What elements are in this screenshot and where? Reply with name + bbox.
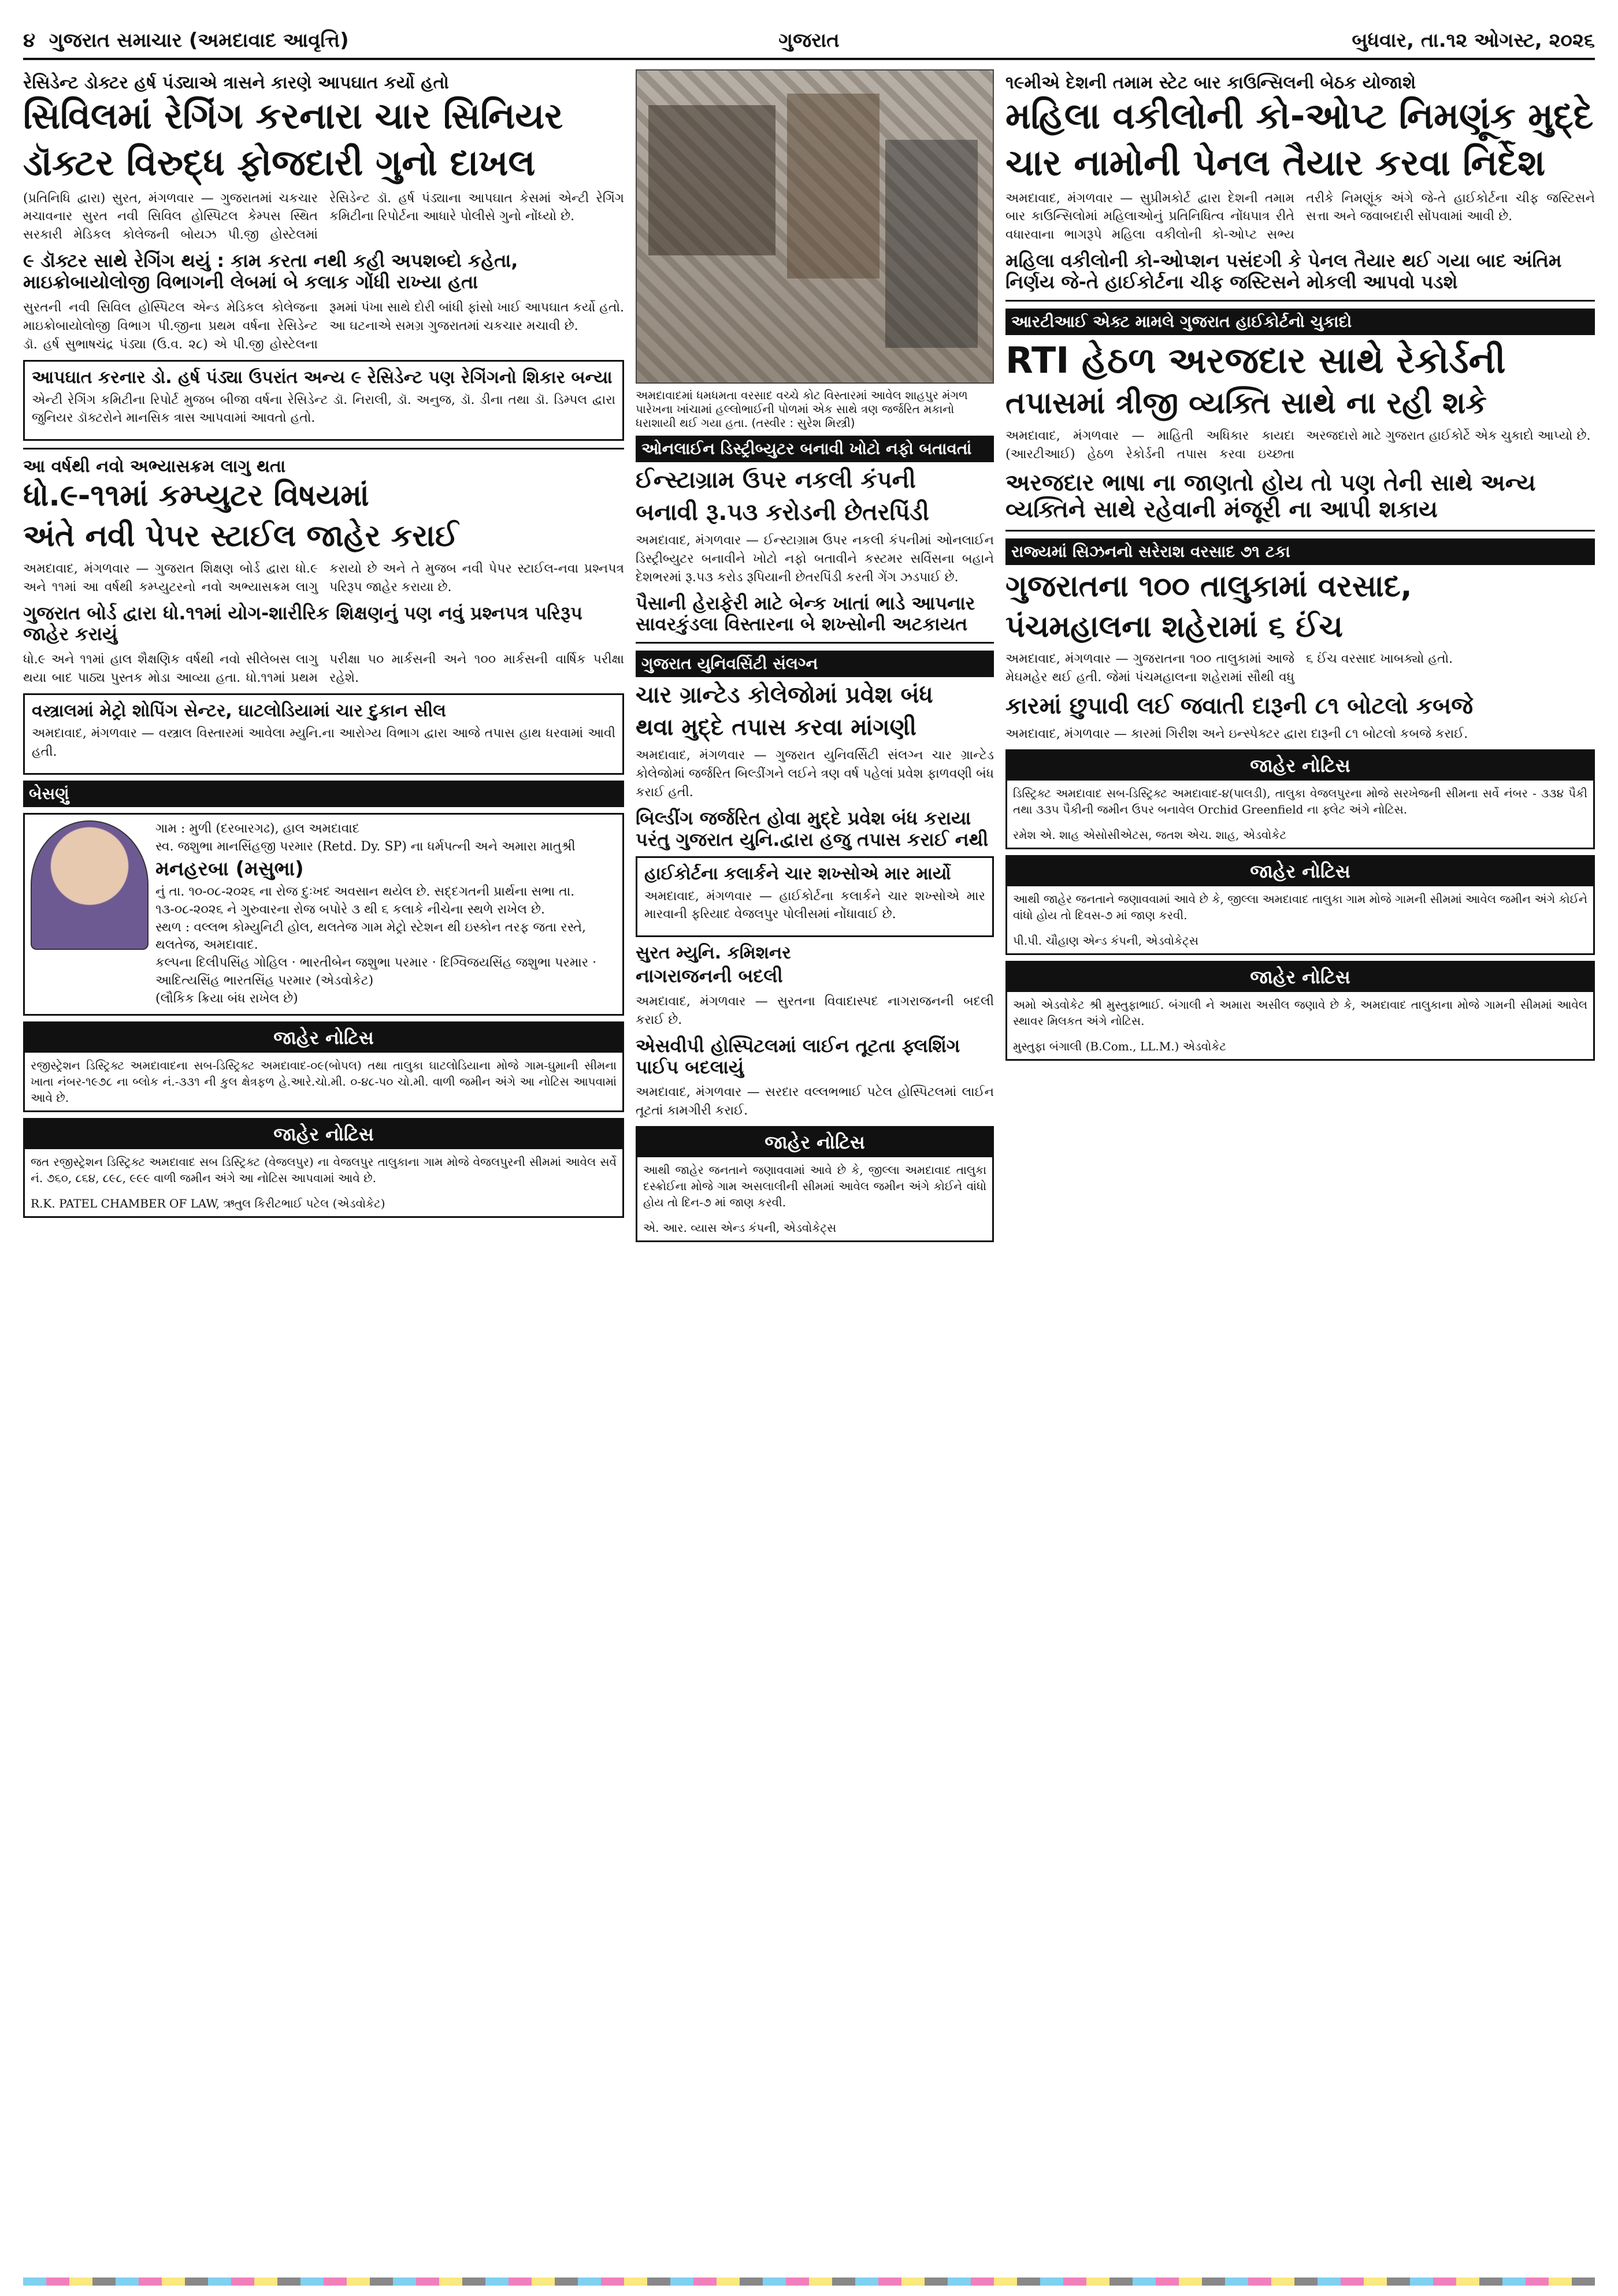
- story4-body: અમદાવાદ, મંગળવાર — કારમાં ગિરીશ અને ઇન્સ્પેક્ટર દ્વારા દારૂની ૮૧ બોટલો કબજે કરાઈ.: [1005, 727, 1468, 742]
- story2-body: અમદાવાદ, મંગળવાર — ગુજરાત શિક્ષણ બોર્ડ દ્વારા ધો.૯ અને ૧૧માં આ વર્ષથી કમ્પ્યુટરનો નવો અભ્યાસક્રમ લાગુ કરાયો છે અને તે મુજબ નવી પેપર સ્ટાઈલ-નવા પ્રશ્નપત્ર પરિરૂપ જાહેર કરાયા છે.: [23, 561, 624, 595]
- story1-kicker: રેસિડેન્ટ ડોક્ટર હર્ષ પંડ્યાએ ત્રાસને કારણે આપઘાત કર્યો હતો: [23, 73, 449, 93]
- obituary-note: (લૌકિક ક્રિયા બંધ રાખેલ છે): [155, 991, 298, 1006]
- story1-kicker: ઓનલાઈન ડિસ્ટ્રીબ્યુટર બનાવી ખોટો નફો બતાવતાં: [636, 436, 994, 462]
- story2-kicker: ગુજરાત યુનિવર્સિટી સંલગ્ન: [636, 651, 994, 677]
- story1-body: અમદાવાદ, મંગળવાર — સુપ્રીમકોર્ટ દ્વારા દેશની તમામ બાર કાઉન્સિલોમાં મહિલાઓનું પ્રતિનિધિત્વ નોંધપાત્ર રીતે વધારવાના ભાગરૂપે મહિલા વકીલોની કો-ઓપ્ટ સભ્ય તરીકે નિમણૂંક અંગે જે-તે હાઈકોર્ટના ચીફ જસ્ટિસને સત્તા અને જવાબદારી સોંપવામાં આવી છે.: [1005, 191, 1595, 243]
- photo-shade: [648, 105, 775, 255]
- story2-headline-line2: તપાસમાં ત્રીજી વ્યક્તિ સાથે ના રહી શકે: [1005, 386, 1487, 421]
- story2-headline-line2: થવા મુદ્દે તપાસ કરવા માંગણી: [636, 714, 916, 741]
- story1-subhead: મહિલા વકીલોની કો-ઓપ્શન પસંદગી કે પેનલ તૈયાર થઈ ગયા બાદ અંતિમ નિર્ણય જે-તે હાઈકોર્ટના ચીફ જસ્ટિસને મોકલી આપવો પડશે: [1005, 250, 1562, 293]
- obituary-info: [155, 820, 617, 1008]
- story2-headline-line1: ધો.૯-૧૧માં કમ્પ્યુટર વિષયમાં: [23, 478, 369, 514]
- notice2-body: જત રજીસ્ટ્રેશન ડિસ્ટ્રિક્ટ અમદાવાદ સબ ડિસ્ટ્રિક્ટ (વેજલપુર) ના વેજલપુર તાલુકાના ગામ મોજે વેજલપુરની સીમમાં આવેલ સર્વે નં. ૭૬૦, ૮૬૪, ૮૯૮, ૯૯૯ વાળી જમીન અંગે આ નોટિસ આપવામાં આવે છે.: [31, 1154, 617, 1185]
- story1-subhead: ૯ ડૉક્ટર સાથે રેગિંગ થયું : કામ કરતા નથી કહી અપશબ્દો કહેતા, માઇક્રોબાયોલોજી વિભાગની લેબમાં બે કલાક ગોંધી રાખ્યા હતા: [23, 250, 518, 293]
- story3-headline: નાગરાજનની બદલી: [636, 965, 783, 987]
- notice1-signature: રમેશ એ. શાહ એસોસીએટસ, જતશ એચ. શાહ, એડવોકેટ: [1013, 828, 1287, 842]
- paper-name: ગુજરાત સમાચાર (અમદાવાદ આવૃત્તિ): [49, 29, 349, 52]
- story2-subhead: ગુજરાત બોર્ડ દ્વારા ધો.૧૧માં યોગ-શારીરિક શિક્ષણનું પણ નવું પ્રશ્નપત્ર પરિરૂપ જાહેર કરાયું: [23, 601, 582, 645]
- notice2-title: જાહેર નોટિસ: [25, 1120, 622, 1149]
- story2-kicker: આરટીઆઈ એક્ટ મામલે ગુજરાત હાઈકોર્ટનો ચુકાદો: [1005, 309, 1595, 335]
- notice3-signature: મુસ્તુફા બંગાલી (B.Com., LL.M.) એડવોકેટ: [1013, 1039, 1227, 1053]
- issue-date: બુધવાર, તા.૧૨ ઓગસ્ટ, ૨૦૨૬: [1352, 29, 1595, 52]
- column-middle: [636, 69, 994, 2273]
- public-notice-4: [1005, 749, 1595, 849]
- notice1-body: રજીસ્ટ્રેશન ડિસ્ટ્રિક્ટ અમદાવાદના સબ-ડિસ્ટ્રિક્ટ અમદાવાદ-૦૯(બોપલ) તથા તાલુકા ઘાટલોડિયાના મોજે ગામ-ઘુમાની સીમના ખાતા નંબર-૧૯૭૮ ના બ્લોક નં.-૩૩૧ ની કુલ ક્ષેત્રફળ હે.આરે.ચો.મી. ૦-૪૮-૫૦ ચો.મી. વાળી જમીન અંગે આ નોટિસ આપવામાં આવે છે.: [31, 1058, 617, 1105]
- obituary-venue: સ્થળ : વલ્લભ કોમ્યુનિટી હોલ, થલતેજ ગામ મેટ્રો સ્ટેશન થી ઇસ્કોન તરફ જતા રસ્તે, થલતેજ, અમદાવાદ.: [155, 920, 587, 953]
- obituary-photo: [31, 820, 149, 950]
- sidebar-box-metro: [23, 693, 624, 775]
- obituary-place: ગામ : મુળી (દરબારગઢ), હાલ અમદાવાદ: [155, 821, 360, 836]
- public-notice-1: [23, 1021, 624, 1112]
- divider: [23, 448, 624, 449]
- notice3-body: અમો એડવોકેટ શ્રી મુસ્તુફાભાઈ. બંગાલી ને અમારા અસીલ જણાવે છે કે, અમદાવાદ તાલુકાના મોજે ગામની સીમમાં આવેલ સ્થાવર મિલકત અંગે નોટિસ.: [1013, 998, 1587, 1028]
- story4-body: અમદાવાદ, મંગળવાર — સરદાર વલ્લભભાઈ પટેલ હોસ્પિટલમાં લાઈન તૂટતાં કામગીરી કરાઈ.: [636, 1085, 994, 1119]
- notice-body: આથી જાહેર જનતાને જણાવવામાં આવે છે કે, જીલ્લા અમદાવાદ તાલુકા દસ્ક્રોઈના મોજે ગામ અસલાલીની સીમમાં આવેલ જમીન અંગે કોઈને વાંધો હોય તો દિન-૭ માં જાણ કરવી.: [643, 1163, 986, 1210]
- story1-headline-line2: ડૉક્ટર વિરુદ્ધ ફોજદારી ગુનો દાખલ: [23, 142, 536, 184]
- notice-title: જાહેર નોટિસ: [637, 1128, 992, 1157]
- story1-kicker: ૧૯મીએ દેશની તમામ સ્ટેટ બાર કાઉન્સિલની બેઠક યોજાશે: [1005, 73, 1416, 93]
- public-notice-2: [23, 1118, 624, 1218]
- story1-subhead: પૈસાની હેરાફેરી માટે બેન્ક ખાતાં ભાડે આપનાર સાવરકુંડલા વિસ્તારના બે શખ્સોની અટકાયત: [636, 592, 975, 636]
- public-notice-5: [1005, 855, 1595, 955]
- photo-shade: [885, 140, 978, 348]
- story3-kicker: સુરત મ્યુનિ. કમિશનર: [636, 943, 791, 964]
- story2-body: અમદાવાદ, મંગળવાર — ગુજરાત યુનિવર્સિટી સંલગ્ન ચાર ગ્રાન્ટેડ કોલેજોમાં જર્જરિત બિલ્ડીંગને લઈને ત્રણ વર્ષ પહેલાં પ્રવેશ ફાળવણી બંધ કરાઈ હતી.: [636, 748, 994, 800]
- notice3-title: જાહેર નોટિસ: [1007, 963, 1593, 992]
- obituary: [23, 813, 624, 1016]
- box2-title: વસ્ત્રાલમાં મેટ્રો શોપિંગ સેન્ટર, ઘાટલોડિયામાં ચાર દુકાન સીલ: [32, 701, 446, 722]
- story1-body: (પ્રતિનિધિ દ્વારા) સુરત, મંગળવાર — ગુજરાતમાં ચકચાર મચાવનાર સુરત નવી સિવિલ હોસ્પિટલ કેમ્પસ સ્થિત સરકારી મેડિકલ કોલેજની બોયઝ પી.જી હોસ્ટેલમાં રેસિડેન્ટ ડૉ. હર્ષ પંડ્યાના આપઘાત કેસમાં એન્ટી રેગિંગ કમિટીના રિપોર્ટના આધારે પોલીસે ગુનો નોંધ્યો છે.: [23, 191, 624, 243]
- notice2-body: આથી જાહેર જનતાને જણાવવામાં આવે છે કે, જીલ્લા અમદાવાદ તાલુકા ગામ મોજે ગામની સીમમાં આવેલ જમીન અંગે કોઈને વાંધો હોય તો દિવસ-૭ માં જાણ કરવી.: [1013, 892, 1587, 922]
- story1-headline-line1: સિવિલમાં રેગિંગ કરનારા ચાર સિનિયર: [23, 95, 563, 137]
- page-number: ૪: [23, 29, 36, 52]
- notice2-signature: R.K. PATEL CHAMBER OF LAW, ઋતુલ કિરીટભાઈ પટેલ (એડવોકેટ): [31, 1196, 385, 1210]
- obituary-section-title: બેસણું: [23, 781, 624, 807]
- notice-signature: એ. આર. વ્યાસ એન્ડ કંપની, એડવોકેટ્સ: [643, 1221, 837, 1235]
- story3-kicker: રાજ્યમાં સિઝનનો સરેરાશ વરસાદ ૭૧ ટકા: [1005, 538, 1595, 565]
- sidebar-box-clerk: [636, 856, 994, 938]
- story2-headline-line2: અંતે નવી પેપર સ્ટાઈલ જાહેર કરાઈ: [23, 519, 459, 554]
- divider: [636, 642, 994, 644]
- obituary-relation: સ્વ. જશુભા માનસિંહજી પરમાર (Retd. Dy. SP) ના ધર્મપત્ની અને અમારા માતુશ્રી: [155, 839, 576, 854]
- box1-title: આપઘાત કરનાર ડો. હર્ષ પંડ્યા ઉપરાંત અન્ય ૯ રેસિડેન્ટ પણ રેગિંગનો શિકાર બન્યા: [32, 367, 613, 388]
- notice1-title: જાહેર નોટિસ: [25, 1023, 622, 1053]
- story1-body2: સુરતની નવી સિવિલ હોસ્પિટલ એન્ડ મેડિકલ કોલેજના માઇક્રોબાયોલોજી વિભાગ પી.જીના પ્રથમ વર્ષના રેસિડેન્ટ ડૉ. હર્ષ સુભાષચંદ્ર પંડ્યા (ઉ.વ. ૨૮) એ પી.જી હોસ્ટેલના રૂમમાં પંખા સાથે દોરી બાંધી ફાંસો ખાઈ આપઘાત કર્યો હતો. આ ઘટનાએ સમગ્ર ગુજરાતમાં ચકચાર મચાવી છે.: [23, 300, 624, 352]
- divider: [1005, 530, 1595, 532]
- obituary-details: નું તા. ૧૦-૦૮-૨૦૨૬ ના રોજ દુઃખદ અવસાન થયેલ છે. સદ્દગતની પ્રાર્થના સભા તા. ૧૩-૦૮-૨૦૨૬ ને ગુરુવારના રોજ બપોરે ૩ થી ૬ કલાકે નીચેના સ્થળે રાખેલ છે.: [155, 885, 575, 917]
- story4-headline: એસવીપી હોસ્પિટલમાં લાઈન તૂટતા ફ્લશિંગ પાઈપ બદલાયું: [636, 1034, 960, 1078]
- story3-headline-line2: પંચમહાલના શહેરામાં ૬ ઈંચ: [1005, 609, 1343, 644]
- photo-caption: અમદાવાદમાં ધમધમતા વરસાદ વચ્ચે કોટ વિસ્તારમાં આવેલ શાહપુર મંગળ પારેખના ખાંચામાં હલ્લોભાઈની પોળમાં એક સાથે ત્રણ જર્જરિત મકાનો ધરાશાયી થઈ ગયા હતા. (તસ્વીર : સુરેશ મિસ્ત્રી): [636, 388, 968, 430]
- story2-subhead: અરજદાર ભાષા ના જાણતો હોય તો પણ તેની સાથે અન્ય વ્યક્તિને સાથે રહેવાની મંજૂરી ના આપી શકાય: [1005, 469, 1536, 523]
- box2-body: અમદાવાદ, મંગળવાર — વસ્ત્રાલ વિસ્તારમાં આવેલા મ્યુનિ.ના આરોગ્ય વિભાગ દ્વારા આજે તપાસ હાથ ધરવામાં આવી હતી.: [32, 726, 615, 759]
- story2-body: અમદાવાદ, મંગળવાર — માહિતી અધિકાર કાયદા (આરટીઆઈ) હેઠળ રેકોર્ડની તપાસ કરવા ઇચ્છતા અરજદારો માટે ગુજરાત હાઈકોર્ટે એક ચુકાદો આપ્યો છે.: [1005, 428, 1591, 462]
- masthead: [23, 23, 1595, 60]
- story3-headline-line1: ગુજરાતના ૧૦૦ તાલુકામાં વરસાદ,: [1005, 569, 1412, 604]
- divider: [1005, 300, 1595, 302]
- print-registration-bar: [23, 2278, 1595, 2286]
- public-notice-6: [1005, 961, 1595, 1061]
- photo-shade: [787, 94, 879, 278]
- story1-body: અમદાવાદ, મંગળવાર — ઈન્સ્ટાગ્રામ ઉપર નકલી કંપનીમાં ઓનલાઈન ડિસ્ટ્રીબ્યુટર બનાવીને ખોટો નફો બતાવીને કસ્ટમર સર્વિસના બહાને દેશભરમાં રૂ.૫૩ કરોડ રૂપિયાની છેતરપિંડી કરતી ગેંગ ઝડપાઈ છે.: [636, 533, 994, 585]
- obituary-family: કલ્પના દિલીપસિંહ ગોહિલ · ભારતીબેન જશુભા પરમાર · દિગ્વિજયસિંહ જશુભા પરમાર · આદિત્યસિંહ ભારતસિંહ પરમાર (એડવોકેટ): [155, 956, 597, 989]
- sidebar-box-ragging: [23, 360, 624, 441]
- story1-headline-line2: ચાર નામોની પેનલ તૈયાર કરવા નિર્દેશ: [1005, 142, 1546, 184]
- story1-headline-line1: મહિલા વકીલોની કો-ઓપ્ટ નિમણૂંક મુદ્દે: [1005, 95, 1594, 137]
- story2-headline-line1: ચાર ગ્રાન્ટેડ કોલેજોમાં પ્રવેશ બંધ: [636, 682, 933, 709]
- story2-body2: ધો.૯ અને ૧૧માં હાલ શૈક્ષણિક વર્ષથી નવો સીલેબસ લાગુ થયા બાદ પાઠ્ય પુસ્તક મોડા આવ્યા હતા. ધો.૧૧માં પ્રથમ પરીક્ષા ૫૦ માર્કસની અને ૧૦૦ માર્કસની વાર્ષિક પરીક્ષા રહેશે.: [23, 652, 624, 686]
- obituary-name: મનહરબા (મસુભા): [155, 857, 304, 881]
- story4-headline: કારમાં છુપાવી લઈ જવાતી દારૂની ૮૧ બોટલો કબજે: [1005, 693, 1474, 720]
- section-name: ગુજરાત: [778, 29, 840, 52]
- story3-body: અમદાવાદ, મંગળવાર — ગુજરાતના ૧૦૦ તાલુકામાં આજે મેઘમહેર થઈ હતી. જેમાં પંચમહાલના શહેરામાં સૌથી વધુ ૬ ઈંચ વરસાદ ખાબક્યો હતો.: [1005, 652, 1453, 685]
- story3-body: અમદાવાદ, મંગળવાર — સુરતના વિવાદાસ્પદ નાગરાજનની બદલી કરાઈ છે.: [636, 994, 994, 1027]
- story1-headline-line1: ઈન્સ્ટાગ્રામ ઉપર નકલી કંપની: [636, 467, 916, 493]
- box-title: હાઈકોર્ટના કલાર્કને ચાર શખ્સોએ માર માર્યો: [644, 863, 951, 884]
- column-right: [1005, 69, 1595, 2273]
- notice2-title: જાહેર નોટિસ: [1007, 857, 1593, 886]
- story2-headline-line1: RTI હેઠળ અરજદાર સાથે રેકોર્ડની: [1005, 339, 1506, 381]
- notice1-title: જાહેર નોટિસ: [1007, 751, 1593, 781]
- story2-subhead: બિલ્ડીંગ જર્જરિત હોવા મુદ્દે પ્રવેશ બંધ કરાયા પરંતુ ગુજરાત યુનિ.દ્વારા હજુ તપાસ કરાઈ નથી: [636, 807, 989, 850]
- collapsed-buildings-photo: [636, 69, 994, 384]
- masthead-left: [23, 29, 349, 52]
- story1-headline-line2: બનાવી રૂ.૫૩ કરોડની છેતરપિંડી: [636, 499, 929, 526]
- public-notice-3: [636, 1126, 994, 1242]
- notice1-body: ડિસ્ટ્રિક્ટ અમદાવાદ સબ-ડિસ્ટ્રિક્ટ અમદાવાદ-૪(પાલડી), તાલુકા વેજલપુરના મોજે સરખેજની સીમના સર્વે નંબર - ૩૩૪ પૈકી તથા ૩૩૫ પૈકીની જમીન ઉપર બનાવેલ Orchid Greenfield ના ફ્લેટ અંગે નોટિસ.: [1013, 786, 1587, 816]
- column-left: [23, 69, 624, 2273]
- story2-kicker: આ વર્ષથી નવો અભ્યાસક્રમ લાગુ થતા: [23, 456, 286, 477]
- box-body: અમદાવાદ, મંગળવાર — હાઈકોર્ટના કલાર્કને ચાર શખ્સોએ માર મારવાની ફરિયાદ વેજલપુર પોલીસમાં નોંધાવાઈ છે.: [644, 889, 985, 922]
- box1-body: એન્ટી રેગિંગ કમિટીના રિપોર્ટ મુજબ બીજા વર્ષના રેસિડેન્ટ ડૉ. નિરાલી, ડૉ. અનુજ, ડૉ. ડીના તથા ડૉ. ડિમ્પલ દ્વારા જુનિયર ડૉક્ટરોને માનસિક ત્રાસ આપવામાં આવતો હતો.: [32, 392, 615, 426]
- notice2-signature: પી.પી. ચૌહાણ એન્ડ કંપની, એડવોકેટ્સ: [1013, 934, 1198, 948]
